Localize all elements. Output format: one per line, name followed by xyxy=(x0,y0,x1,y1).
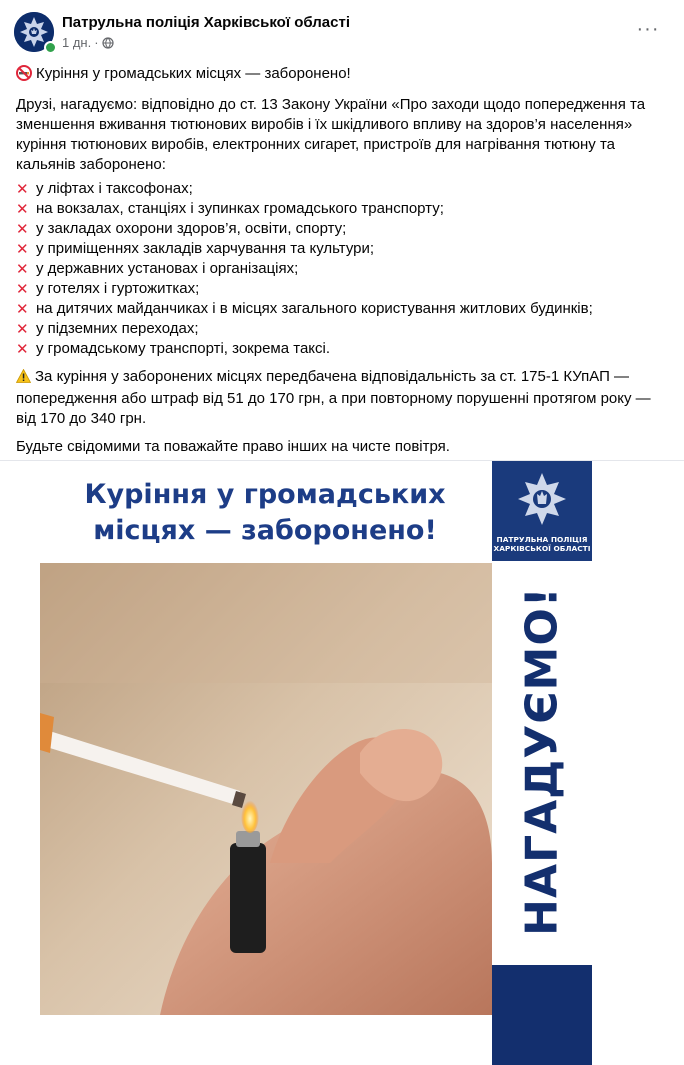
cross-mark-icon: ✕ xyxy=(16,260,29,278)
list-item xyxy=(16,199,666,219)
list-item-text: у закладах охорони здоров’я, освіти, спорту; xyxy=(36,220,347,237)
poster-logo-caption xyxy=(492,535,592,553)
list-item xyxy=(16,239,666,259)
cross-mark-icon: ✕ xyxy=(16,280,29,298)
cross-mark-icon: ✕ xyxy=(16,200,29,218)
list-item xyxy=(16,319,666,339)
list-item-text: у готелях і гуртожитках; xyxy=(36,280,200,297)
post-closing: Будьте свідомими та поважайте право інших на чисте повітря. xyxy=(16,438,450,455)
poster-headline-line2: місцях — заборонено! xyxy=(93,515,437,546)
page-name-link[interactable]: Патрульна поліція Харківської області xyxy=(62,14,350,31)
list-item xyxy=(16,219,666,239)
post-intro: Друзі, нагадуємо: відповідно до ст. 13 Закону України «Про заходи щодо попередження та зменшення вживання тютюнових виробів і їх шкідливого впливу на здоров’я населення» куріння тютюнових виробів, електронних сигарет, пристроїв для нагрівання тютюну та кальянів заборонено: xyxy=(16,96,646,173)
warning-icon xyxy=(16,369,31,389)
cross-mark-icon: ✕ xyxy=(16,320,29,338)
more-options-button[interactable]: ··· xyxy=(636,18,660,40)
cross-mark-icon: ✕ xyxy=(16,180,29,198)
post-header xyxy=(14,12,670,56)
online-status-dot xyxy=(44,41,57,54)
poster-headline-line1: Куріння у громадських xyxy=(84,479,446,510)
post-time-link[interactable]: 1 дн. xyxy=(62,35,92,50)
poster-logo-caption-line1: ПАТРУЛЬНА ПОЛІЦІЯ xyxy=(496,535,588,544)
list-item-text: у ліфтах і таксофонах; xyxy=(36,180,193,197)
cross-mark-icon: ✕ xyxy=(16,340,29,358)
poster-logo-caption-line2: ХАРКІВСЬКОЇ ОБЛАСТІ xyxy=(493,544,591,553)
list-item-text: на дитячих майданчиках і в місцях загального користування житлових будинків; xyxy=(36,300,593,317)
list-item xyxy=(16,339,666,359)
post-warning xyxy=(16,367,666,429)
cross-mark-icon: ✕ xyxy=(16,300,29,318)
police-logo-icon xyxy=(492,461,592,535)
list-item xyxy=(16,179,666,199)
list-item-text: у державних установах і організаціях; xyxy=(36,260,299,277)
poster-vertical-text: НАГАДУЄМО! xyxy=(516,586,568,936)
post-title xyxy=(16,64,666,87)
post-body xyxy=(16,64,666,457)
poster-headline xyxy=(40,477,490,549)
list-item xyxy=(16,299,666,319)
list-item-text: у підземних переходах; xyxy=(36,320,199,337)
post-warning-text: За куріння у заборонених місцях передбачена відповідальність за ст. 175-1 КУпАП — попередження або штраф від 51 до 170 грн, а при повторному порушенні протягом року — від 170 до 340 грн. xyxy=(16,368,651,427)
meta-separator: · xyxy=(94,35,99,50)
list-item-text: на вокзалах, станціях і зупинках громадського транспорту; xyxy=(36,200,444,217)
list-item-text: у громадському транспорті, зокрема таксі. xyxy=(36,340,331,357)
post-title-text: Куріння у громадських місцях — заборонено! xyxy=(36,65,351,82)
list-item xyxy=(16,279,666,299)
list-item xyxy=(16,259,666,279)
no-smoking-icon xyxy=(16,65,32,87)
cross-mark-icon: ✕ xyxy=(16,220,29,238)
poster-photo xyxy=(40,563,492,1015)
globe-icon[interactable] xyxy=(102,37,114,52)
list-item-text: у приміщеннях закладів харчування та культури; xyxy=(36,240,375,257)
cross-mark-icon: ✕ xyxy=(16,240,29,258)
post-meta xyxy=(62,35,114,52)
prohibited-places-list xyxy=(16,179,666,359)
post-image[interactable] xyxy=(40,461,644,1065)
